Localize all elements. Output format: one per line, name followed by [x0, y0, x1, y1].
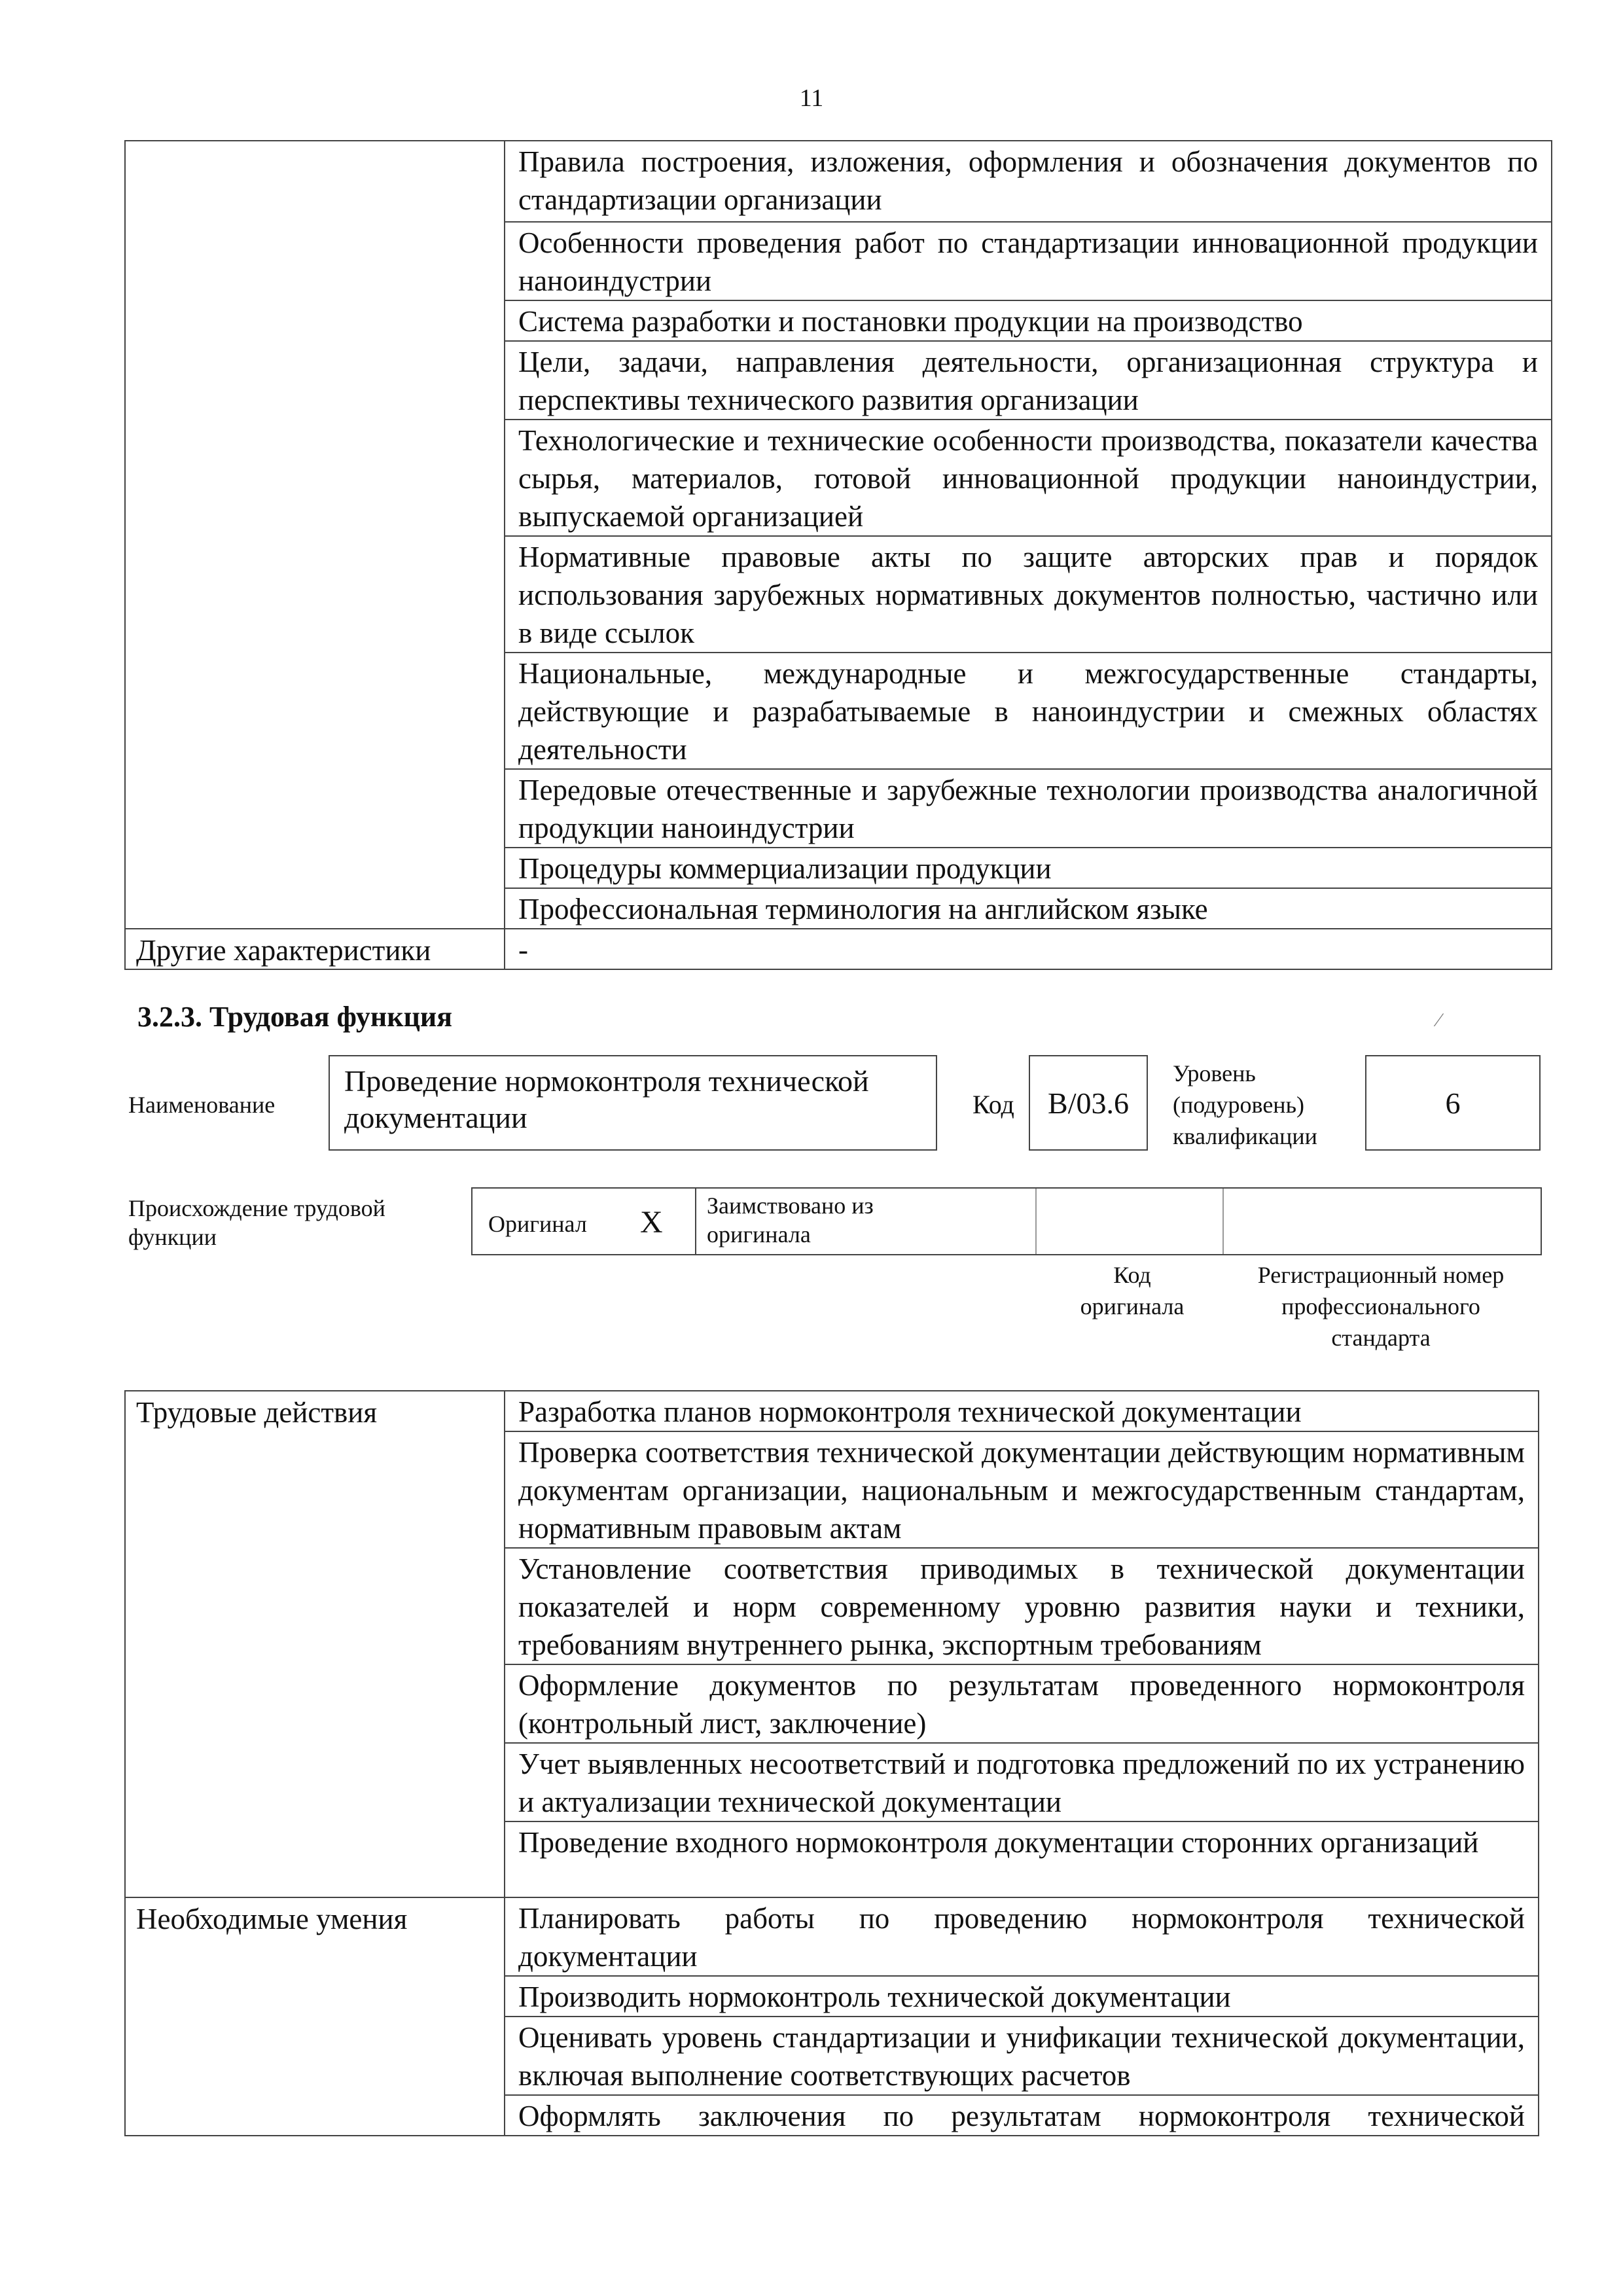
actions-label: Трудовые действия: [125, 1391, 505, 1897]
table-row: Нормативные правовые акты по защите авторских прав и порядок использования зарубежных нормативных документов полностью, частично или в виде ссылок: [505, 536, 1552, 653]
other-characteristics-label: Другие характеристики: [125, 929, 505, 969]
name-label: Наименование: [128, 1092, 276, 1118]
table-row: Оформлять заключения по результатам нормоконтроля технической: [505, 2095, 1539, 2136]
table-row: Процедуры коммерциализации продукции: [505, 848, 1552, 888]
grid-divider: [1222, 1189, 1224, 1254]
other-characteristics-value: -: [505, 929, 1552, 969]
grid-divider: [1035, 1189, 1037, 1254]
table-row: Национальные, международные и межгосударственные стандарты, действующие и разрабатываемые в наноиндустрии и смежных областях деятельности: [505, 653, 1552, 769]
page-number: 11: [799, 84, 824, 112]
table-row: Производить нормоконтроль технической документации: [505, 1976, 1539, 2017]
skills-label: Необходимые умения: [125, 1897, 505, 2136]
table-row: Особенности проведения работ по стандартизации инновационной продукции наноиндустрии: [505, 222, 1552, 300]
code-original-caption: Код оригинала: [1080, 1262, 1185, 1319]
table-row: Оценивать уровень стандартизации и унификации технической документации, включая выполнение соответствующих расчетов: [505, 2017, 1539, 2095]
table-row: Технологические и технические особенности производства, показатели качества сырья, материалов, готовой инновационной продукции наноиндустрии, выпускаемой организацией: [505, 420, 1552, 536]
knowledge-table: [124, 140, 1552, 970]
borrowed-label: Заимствовано из оригинала: [707, 1193, 874, 1247]
table-row: Учет выявленных несоответствий и подготовка предложений по их устранению и актуализации технической документации: [505, 1743, 1539, 1821]
original-label: Оригинал: [488, 1211, 587, 1237]
origin-grid: [471, 1187, 1542, 1255]
level-value: 6: [1445, 1086, 1461, 1120]
section-title: 3.2.3. Трудовая функция: [137, 1001, 453, 1033]
labor-function-table: [124, 1390, 1539, 2136]
table-row: Оформление документов по результатам проведенного нормоконтроля (контрольный лист, заключение): [505, 1664, 1539, 1743]
table-row: Передовые отечественные и зарубежные технологии производства аналогичной продукции наноиндустрии: [505, 769, 1552, 848]
code-value: B/03.6: [1048, 1086, 1129, 1120]
origin-label: Происхождение трудовой функции: [128, 1195, 385, 1250]
code-label: Код: [972, 1090, 1014, 1119]
pen-mark: ⁄: [1437, 1009, 1441, 1031]
table-row: Профессиональная терминология на английском языке: [505, 888, 1552, 929]
table-row: Разработка планов нормоконтроля технической документации: [505, 1391, 1539, 1431]
code-value-box: [1029, 1055, 1148, 1151]
name-value-box: [329, 1055, 937, 1151]
name-value: Проведение нормоконтроля технической документации: [344, 1064, 869, 1134]
table-row: Установление соответствия приводимых в технической документации показателей и норм современному уровню развития науки и техники, требованиям внутреннего рынка, экспортным требованиям: [505, 1548, 1539, 1664]
table-row: Цели, задачи, направления деятельности, организационная структура и перспективы технического развития организации: [505, 341, 1552, 420]
table-row: Система разработки и постановки продукции на производство: [505, 300, 1552, 341]
table-row: Проведение входного нормоконтроля документации сторонних организаций: [505, 1821, 1539, 1897]
grid-divider: [695, 1189, 696, 1254]
level-value-box: [1365, 1055, 1541, 1151]
empty-left-cell: [125, 141, 505, 929]
table-row: Планировать работы по проведению нормоконтроля технической документации: [505, 1897, 1539, 1976]
table-row: Проверка соответствия технической документации действующим нормативным документам организации, национальным и межгосударственным стандартам, нормативным правовым актам: [505, 1431, 1539, 1548]
level-label: Уровень (подуровень) квалификации: [1173, 1060, 1317, 1149]
reg-number-caption: Регистрационный номер профессионального стандарта: [1257, 1262, 1505, 1351]
original-mark: X: [640, 1205, 663, 1240]
table-row: Правила построения, изложения, оформления и обозначения документов по стандартизации организации: [505, 141, 1552, 222]
